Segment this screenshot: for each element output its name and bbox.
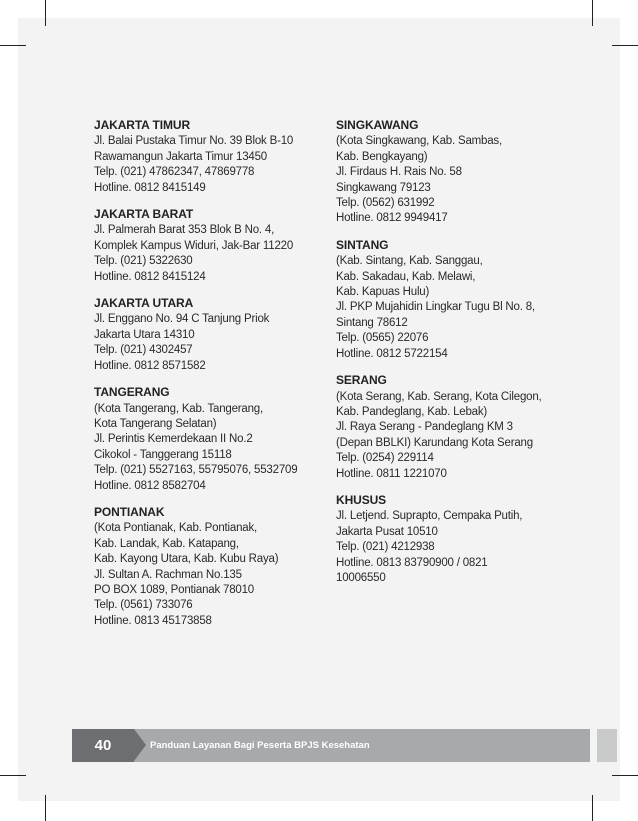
phone-line: Telp. (0562) 631992: [336, 197, 435, 210]
office-entry-tangerang: [94, 385, 319, 494]
address-line: Jl. Firdaus H. Rais No. 58: [336, 166, 462, 179]
phone-line: Telp. (0565) 22076: [336, 332, 429, 345]
office-entry-jakarta-utara: [94, 296, 319, 374]
page-footer: [72, 729, 590, 762]
coverage-line: Kab. Sakadau, Kab. Melawi,: [336, 270, 476, 283]
phone-line: Telp. (021) 4212938: [336, 541, 435, 554]
hotline-line: 10006550: [336, 571, 386, 584]
office-title: JAKARTA BARAT: [94, 207, 194, 222]
hotline-line: Hotline. 0812 8415124: [94, 270, 206, 283]
address-line: Sintang 78612: [336, 316, 408, 329]
address-line: Jl. Balai Pustaka Timur No. 39 Blok B-10: [94, 135, 294, 148]
coverage-line: Kab. Landak, Kab. Katapang,: [94, 537, 239, 550]
address-line: Cikokol - Tanggerang 15118: [94, 448, 232, 461]
coverage-line: (Kota Pontianak, Kab. Pontianak,: [94, 522, 258, 535]
office-title: SERANG: [336, 373, 387, 388]
address-line: Jakarta Pusat 10510: [336, 525, 438, 538]
office-title: PONTIANAK: [94, 504, 165, 519]
phone-line: Telp. (021) 5322630: [94, 255, 193, 268]
address-line: Jl. Letjend. Suprapto, Cempaka Putih,: [336, 510, 523, 523]
address-line: Jl. PKP Mujahidin Lingkar Tugu Bl No. 8,: [336, 301, 535, 314]
hotline-line: Hotline. 0812 8571582: [94, 359, 206, 372]
address-line: (Depan BBLKI) Karundang Kota Serang: [336, 436, 533, 449]
hotline-line: Hotline. 0812 9949417: [336, 212, 448, 225]
crop-mark: [45, 795, 46, 821]
address-line: Jakarta Utara 14310: [94, 328, 195, 341]
coverage-line: (Kota Tangerang, Kab. Tangerang,: [94, 402, 264, 415]
office-title: TANGERANG: [94, 385, 170, 400]
address-line: Jl. Perintis Kemerdekaan II No.2: [94, 433, 253, 446]
coverage-line: (Kab. Sintang, Kab. Sanggau,: [336, 255, 483, 268]
crop-mark: [612, 45, 638, 46]
hotline-line: Hotline. 0812 8582704: [94, 479, 206, 492]
office-entry-pontianak: [94, 505, 319, 629]
office-entry-serang: [336, 373, 561, 482]
office-title: JAKARTA UTARA: [94, 296, 194, 311]
coverage-line: Kab. Pandeglang, Kab. Lebak): [336, 405, 488, 418]
address-line: Jl. Palmerah Barat 353 Blok B No. 4,: [94, 224, 275, 237]
footer-arrow-shape: [134, 729, 146, 761]
footer-end-block: [597, 729, 617, 762]
office-entry-jakarta-barat: [94, 207, 319, 285]
phone-line: Telp. (021) 5527163, 55795076, 5532709: [94, 464, 298, 477]
hotline-line: Hotline. 0812 8415149: [94, 181, 206, 194]
footer-title: Panduan Layanan Bagi Peserta BPJS Kesehatan: [150, 740, 370, 751]
hotline-line: Hotline. 0813 83790900 / 0821: [336, 556, 488, 569]
right-column: [336, 118, 561, 597]
crop-mark: [592, 0, 593, 26]
hotline-line: Hotline. 0811 1221070: [336, 467, 447, 480]
office-entry-jakarta-timur: [94, 118, 319, 196]
office-entry-singkawang: [336, 118, 561, 227]
address-line: Jl. Enggano No. 94 C Tanjung Priok: [94, 313, 270, 326]
crop-mark: [592, 795, 593, 821]
coverage-line: Kab. Bengkayang): [336, 150, 428, 163]
hotline-line: Hotline. 0812 5722154: [336, 347, 448, 360]
coverage-line: Kota Tangerang Selatan): [94, 417, 217, 430]
crop-mark: [612, 775, 638, 776]
address-line: Singkawang 79123: [336, 181, 431, 194]
coverage-line: Kab. Kayong Utara, Kab. Kubu Raya): [94, 553, 279, 566]
crop-mark: [0, 775, 26, 776]
phone-line: Telp. (0561) 733076: [94, 599, 193, 612]
address-line: Jl. Sultan A. Rachman No.135: [94, 568, 242, 581]
office-title: KHUSUS: [336, 492, 387, 507]
address-line: PO BOX 1089, Pontianak 78010: [94, 583, 254, 596]
address-line: Rawamangun Jakarta Timur 13450: [94, 150, 267, 163]
hotline-line: Hotline. 0813 45173858: [94, 614, 212, 627]
office-title: SINGKAWANG: [336, 118, 419, 132]
coverage-line: (Kota Singkawang, Kab. Sambas,: [336, 135, 502, 148]
office-title: JAKARTA TIMUR: [94, 118, 191, 132]
office-entry-khusus: [336, 493, 561, 586]
coverage-line: (Kota Serang, Kab. Serang, Kota Cilegon,: [336, 390, 542, 403]
address-line: Komplek Kampus Widuri, Jak-Bar 11220: [94, 239, 294, 252]
office-entry-sintang: [336, 238, 561, 362]
phone-line: Telp. (021) 4302457: [94, 344, 193, 357]
phone-line: Telp. (021) 47862347, 47869778: [94, 166, 255, 179]
office-title: SINTANG: [336, 237, 389, 252]
crop-mark: [0, 45, 26, 46]
page-number: 40: [72, 729, 134, 762]
address-line: Jl. Raya Serang - Pandeglang KM 3: [336, 421, 513, 434]
left-column: [94, 118, 319, 640]
coverage-line: Kab. Kapuas Hulu): [336, 286, 430, 299]
phone-line: Telp. (0254) 229114: [336, 452, 434, 465]
crop-mark: [45, 0, 46, 26]
